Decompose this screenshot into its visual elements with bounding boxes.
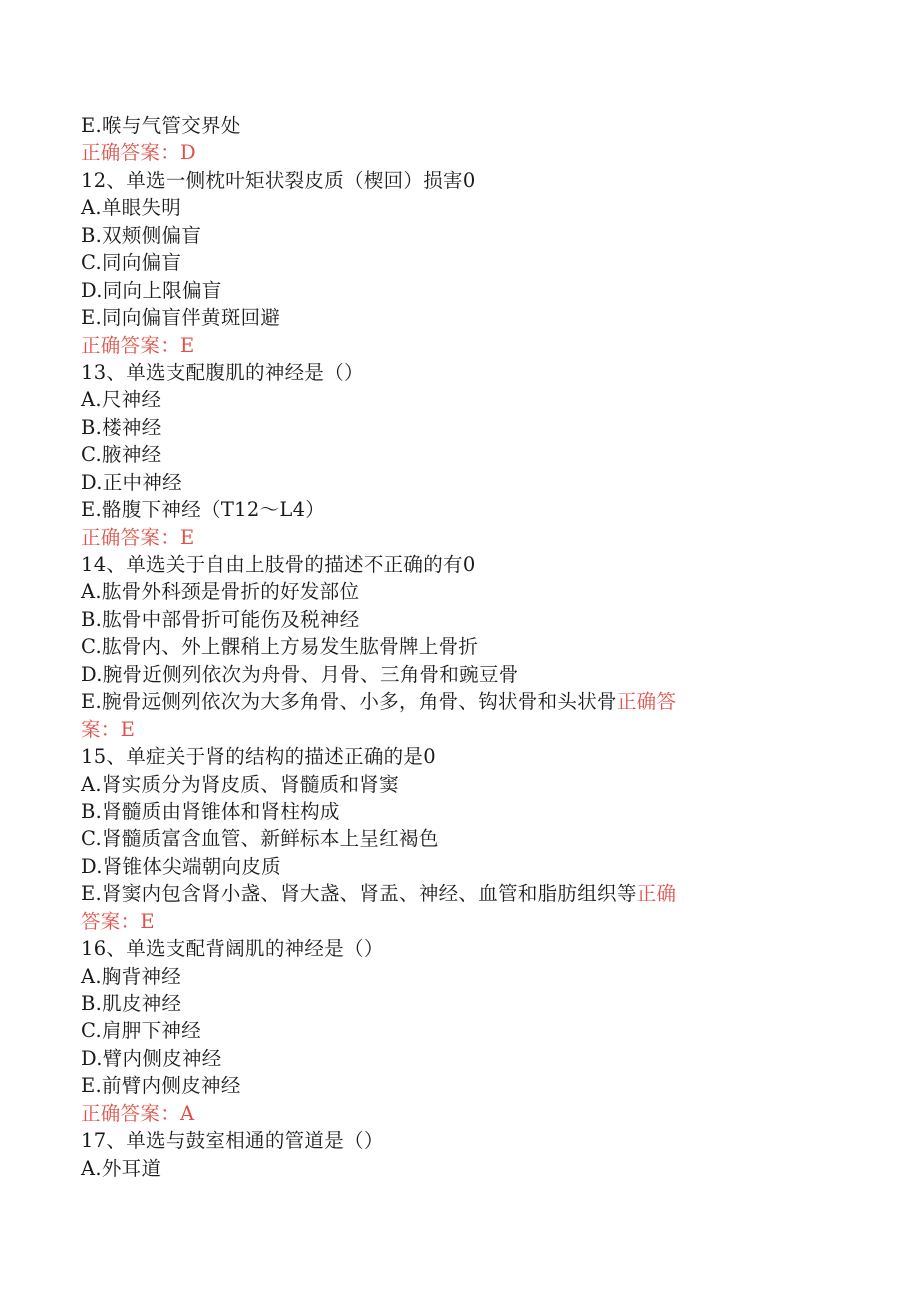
- option-line: C.肾髓质富含血管、新鲜标本上呈红褐色: [81, 827, 439, 851]
- answer-line: 正确答案：E: [81, 525, 195, 549]
- option-text: E.肾窦内包含肾小盏、肾大盏、肾盂、神经、血管和脂肪组织等: [81, 882, 637, 906]
- answer-label-fragment: 正确答: [616, 690, 677, 714]
- option-line: B.肱骨中部骨折可能伤及税神经: [81, 607, 360, 631]
- question-line: 12、单选一侧枕叶矩状裂皮质（楔回）损害0: [81, 168, 476, 192]
- option-line: [81, 688, 741, 715]
- question-line: 14、单选关于自由上肢骨的描述不正确的有0: [81, 553, 476, 576]
- option-line: E.骼腹下神经（T12～L4）: [81, 498, 326, 522]
- option-line: A.尺神经: [81, 388, 162, 412]
- option-line: C.腋神经: [81, 443, 162, 467]
- option-line: A.胸背神经: [81, 964, 182, 988]
- option-line: A.肾实质分为肾皮质、肾髓质和肾窦: [81, 772, 399, 796]
- option-line: [81, 880, 741, 907]
- answer-line: 案：E: [81, 717, 136, 741]
- option-line: A.单眼失明: [81, 196, 182, 220]
- option-line: D.肾锥体尖端朝向皮质: [81, 854, 281, 878]
- option-line: D.正中神经: [81, 470, 182, 494]
- option-line: A.肱骨外科颈是骨折的好发部位: [81, 580, 360, 604]
- option-line: B.肌皮神经: [81, 992, 182, 1015]
- answer-line: 正确答案：A: [81, 1101, 195, 1125]
- answer-line: 正确答案：E: [81, 333, 195, 357]
- option-line: B.楼神经: [81, 415, 162, 439]
- question-line: 17、单选与鼓室相通的管道是（）: [81, 1129, 384, 1153]
- option-line: C.肩胛下神经: [81, 1019, 202, 1043]
- answer-line: 答案：E: [81, 909, 155, 933]
- option-line: E.同向偏盲伴黄斑回避: [81, 306, 281, 330]
- option-line: C.肱骨内、外上髁稍上方易发生肱骨牌上骨折: [81, 635, 479, 659]
- question-line: 16、单选支配背阔肌的神经是（）: [81, 937, 384, 961]
- option-line: C.同向偏盲: [81, 251, 182, 275]
- option-line: B.双颊侧偏盲: [81, 223, 202, 247]
- option-line: D.同向上限偏盲: [81, 278, 222, 302]
- option-line: D.臂内侧皮神经: [81, 1046, 222, 1070]
- option-line: B.肾髓质由肾锥体和肾柱构成: [81, 799, 340, 823]
- answer-line: 正确答案：D: [81, 141, 196, 165]
- option-text: E.腕骨远侧列依次为大多角骨、小多，角骨、钩状骨和头状骨: [81, 690, 617, 714]
- option-line: E.喉与气管交界处: [81, 114, 241, 137]
- option-line: E.前臂内侧皮神经: [81, 1074, 241, 1098]
- question-line: 15、单症关于肾的结构的描述正确的是0: [81, 745, 436, 769]
- option-line: D.腕骨近侧列依次为舟骨、月骨、三角骨和豌豆骨: [81, 662, 519, 686]
- document-page: [81, 112, 741, 1182]
- option-line: A.外耳道: [81, 1156, 162, 1180]
- question-line: 13、单选支配腹肌的神经是（）: [81, 360, 364, 384]
- answer-label-fragment: 正确: [636, 882, 677, 906]
